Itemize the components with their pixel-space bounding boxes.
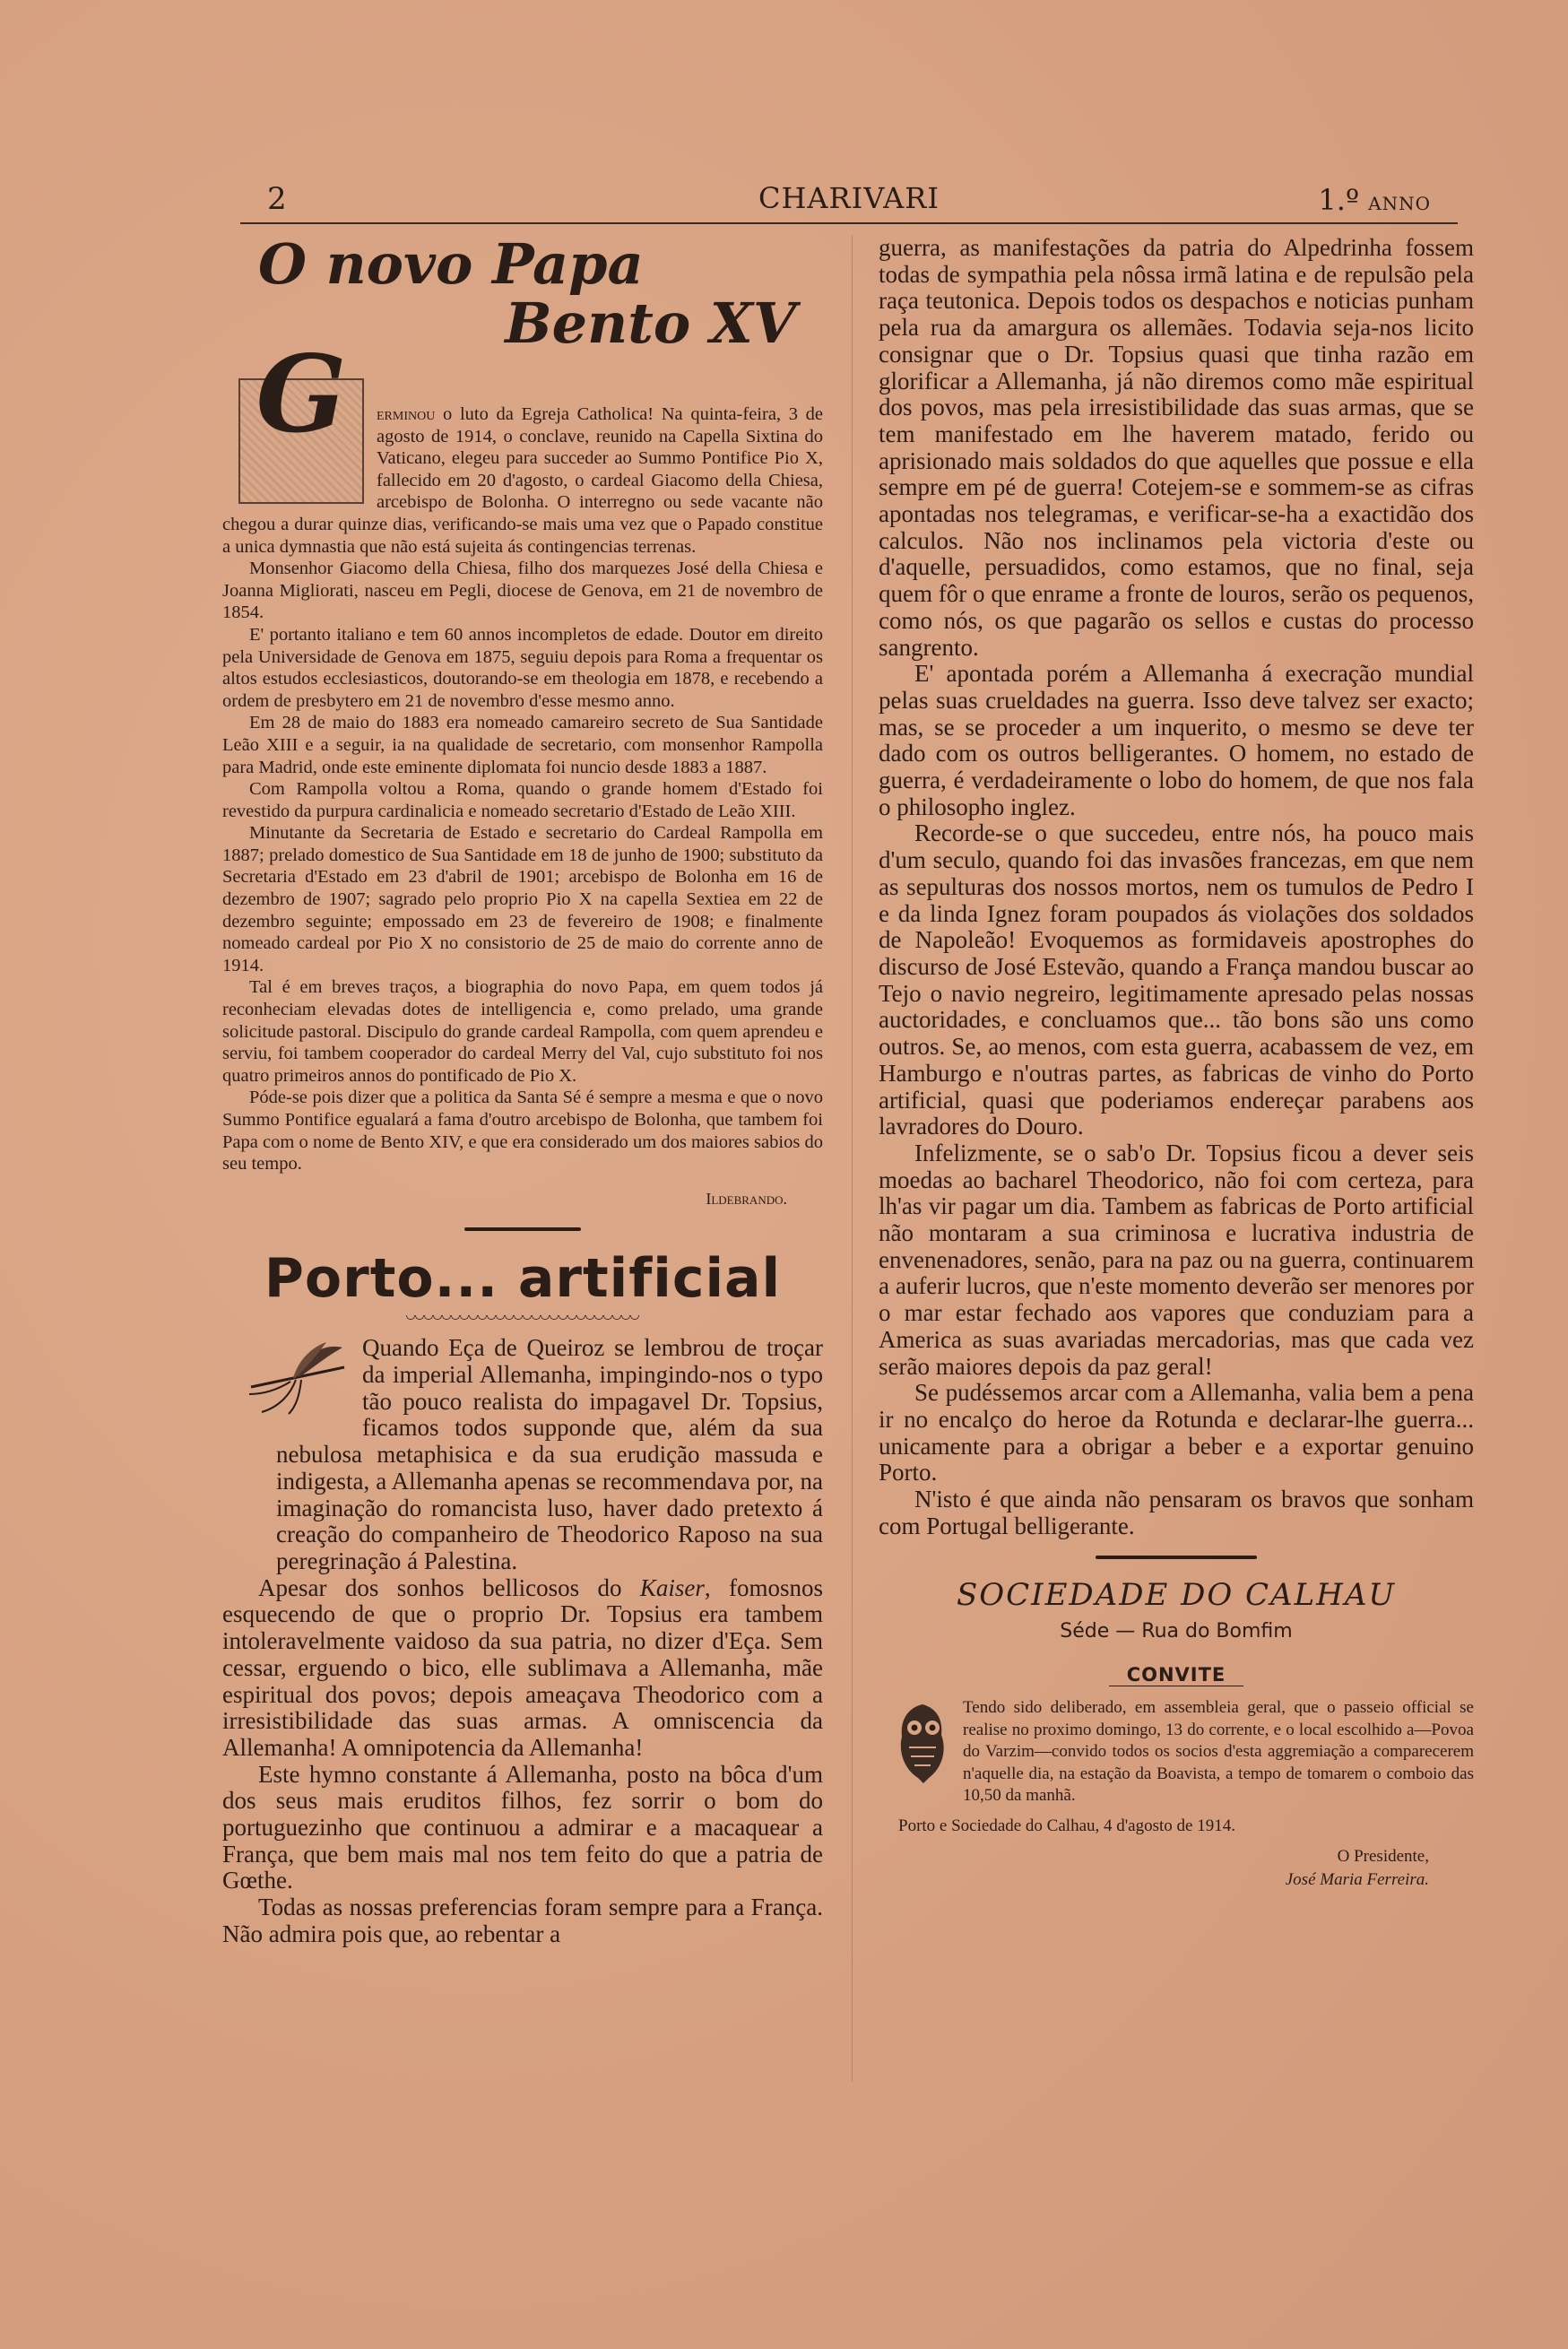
masthead-title: CHARIVARI	[758, 181, 940, 215]
year-label	[1318, 183, 1431, 217]
left-column	[222, 231, 823, 1948]
convite-date: Porto e Sociedade do Calhau, 4 d'agosto de 1914.	[898, 1816, 1235, 1835]
convite-text: Tendo sido deliberado, em assembleia geral, que o passeio official se realise no proximo domingo, 13 do corrente, e o local escolhido a—Povoa do Varzim—convido todos os socios d'esta aggremiação a comparecerem n'aquelle dia, na estação da Boavista, a tempo de tomarem o comboio das 10,50 da manhã.	[963, 1698, 1474, 1806]
page-number: 2	[267, 181, 287, 217]
papa-paragraph-2: Monsenhor Giacomo della Chiesa, filho dos marquezes José della Chiesa e Joanna Migliorati, nasceu em Pegli, diocese de Genova, em 21 de novembro de 1854.	[222, 559, 823, 623]
dropcap-letter: G	[256, 332, 347, 456]
porto-paragraph-2	[222, 1575, 823, 1762]
society-name: SOCIEDADE DO CALHAU	[956, 1577, 1397, 1614]
section-rule-right	[1096, 1556, 1257, 1559]
column-divider	[852, 235, 853, 2082]
convite-signature	[879, 1845, 1474, 1892]
porto-title: Porto... artificial	[264, 1247, 782, 1311]
convite-heading: CONVITE	[1126, 1664, 1226, 1686]
year-number: 1.º	[1318, 183, 1359, 217]
porto-paragraph-3: Este hymno constante á Allemanha, posto na bôca d'um dos seus mais eruditos filhos, fez sorrir o bom do portuguezinho que continuou a admirar e a macaquear a França, que bem mais mal nos tem feito do que a patria de Gœthe.	[222, 1760, 823, 1894]
porto-paragraph-4: Todas as nossas preferencias foram sempre para a França. Não admira pois que, ao rebentar a	[222, 1894, 823, 1947]
papa-paragraph-3: E' portanto italiano e tem 60 annos incompletos de edade. Doutor em direito pela Universidade de Genova em 1875, seguiu depois para Roma a frequentar os altos estudos ecclesiasticos, doutorando-se em theologia em 1878, e recebendo a ordem de presbytero em 21 de novembro d'esse mesmo anno.	[222, 624, 823, 711]
president-label: O Presidente,	[1337, 1846, 1429, 1866]
page-header	[240, 179, 1458, 224]
papa-article	[222, 332, 823, 1209]
convite-notice	[879, 1697, 1474, 1807]
papa-title-line1: O novo Papa	[258, 231, 644, 297]
porto-article-left	[222, 1335, 823, 1947]
porto-right-paragraph-6: N'isto é que ainda não pensaram os bravos que sonham com Portugal belligerante.	[879, 1486, 1474, 1539]
papa-title-line2: Bento XV	[505, 290, 796, 356]
papa-paragraph-5: Com Rampolla voltou a Roma, quando o grande homem d'Estado foi revestido da purpura cardinalicia e nomeado secretario d'Estado de Leão XIII.	[222, 779, 823, 821]
society-address: Séde — Rua do Bomfim	[1060, 1620, 1293, 1643]
porto-right-paragraph-1: guerra, as manifestações da patria do Alpedrinha fossem todas de sympathia pela nôssa irmã latina e de repulsão pela raça teutonica. Depois todos os despachos e noticias punham pela rua da amargura os allemães. Todavia seja-nos licito consignar que o Dr. Topsius quasi que tinha razão em glorificar a Allemanha, já não diremos como mãe espiritual dos povos, mas pela irresistibilidade das suas armas, que se tem manifestado em lhe haverem matado, ferido ou aprisionado mais soldados do que aquelles que possue e ella sempre em pé de guerra! Cotejem-se e sommem-se as cifras apontadas nos telegramas, e verificar-se-ha a exactidão dos calculos. Não nos inclinamos pela victoria d'este ou d'aquelle, persuadidos, como estamos, que no final, seja quem fôr o que enrame a fronte de louros, serão os pequenos, como nós, os que pagarão os sellos e custas do processo sangrento.	[879, 234, 1474, 661]
right-column	[879, 235, 1474, 1892]
dropcap-ornament	[238, 332, 364, 504]
porto-article-right	[879, 235, 1474, 1539]
papa-paragraph-8: Póde-se pois dizer que a politica da Santa Sé é sempre a mesma e que o novo Summo Pontifice egualará a fama d'outro arcebispo de Bolonha, que tambem foi Papa com o nome de Bento XIV, e que era considerado um dos maiores sabios do seu tempo.	[222, 1088, 823, 1174]
president-name: José Maria Ferreira.	[1285, 1869, 1429, 1889]
porto-right-paragraph-2: E' apontada porém a Allemanha á execração mundial pelas suas crueldades na guerra. Isso deve talvez ser exacto; mas, se se proceder a um inquerito, o mesmo se deve ter dado com os outros belligerantes. O homem, no estado de guerra, é verdadeiramente o lobo do homem, de que nos fala o philosopho inglez.	[879, 660, 1474, 820]
porto-right-paragraph-5: Se pudéssemos arcar com a Allemanha, valia bem a pena ir no encalço do heroe da Rotunda e declarar-lhe guerra... unicamente para a obrigar a beber e a exportar genuino Porto.	[879, 1379, 1474, 1487]
wavy-ornament	[406, 1315, 639, 1324]
owl-icon	[891, 1701, 954, 1787]
papa-p1-text: o luto da Egreja Catholica! Na quinta-feira, 3 de agosto de 1914, o conclave, reunido na Capella Sixtina do Vaticano, elegeu para succeder ao Summo Pontifice Pio X, fallecido em 20 d'agosto, o cardeal Giacomo della Chiesa, arcebispo de Bolonha. O interregno ou sede vacante não chegou a durar quinze dias, verificando-se mais uma vez que o Papado constitue a unica dymnastia que não está sujeita ás contingencias terrenas.	[222, 404, 823, 557]
mosquito-icon	[244, 1340, 351, 1416]
papa-signature: Ildebrando.	[706, 1189, 787, 1208]
porto-p2-end: , fomosnos esquecendo de que o proprio Dr. Topsius era tambem intoleravelmente vaidoso da sua patria, no dizer d'Eça. Sem cessar, erguendo o bico, elle sublimava a Allemanha, mãe espiritual dos povos; depois ameaçava Theodorico com a irresistibilidade das suas armas. A omniscencia da Allemanha! A omnipotencia da Allemanha!	[222, 1573, 823, 1761]
kaiser-word: Kaiser	[639, 1573, 705, 1601]
papa-lead-word: erminou	[377, 404, 436, 424]
porto-right-paragraph-4: Infelizmente, se o sab'o Dr. Topsius ficou a dever seis moedas ao bacharel Theodorico, não foi com certeza, para lh'as vir pagar um dia. Tambem as fabricas de Porto artificial não montaram a sua criminosa e lucrativa industria de envenenadores, senão, para na paz ou na guerra, continuarem a auferir lucros, que n'este momento deverão ser menores por o mar estar fechado aos vapores que conduziam para a America as suas avariadas mercadorias, mas que cada vez serão maiores depois da paz geral!	[879, 1139, 1474, 1380]
year-word: ANNO	[1368, 193, 1431, 214]
porto-paragraph-1: Quando Eça de Queiroz se lembrou de troçar da imperial Allemanha, impingindo-nos o typo tão pouco realista do impagavel Dr. Topsius, ficamos todos supponde que, além da sua nebulosa metaphisica e da sua erudição massuda e indigesta, a Allemanha apenas se recommendava por, na imaginação do romancista luso, haver dado pretexto á creação do companheiro de Theodorico Raposo na sua peregrinação á Palestina.	[276, 1334, 823, 1574]
porto-right-paragraph-3: Recorde-se o que succedeu, entre nós, ha pouco mais d'um seculo, quando foi das invasões francezas, em que nem as sepulturas dos nossos mortos, nem os tumulos de Pedro I e da linda Ignez foram poupados ás violações dos soldados de Napoleão! Evoquemos as formidaveis apostrophes do discurso de José Estevão, quando a França mandou buscar ao Tejo o navio negreiro, legitimamente apresado pelas nossas auctoridades, e concluamos que... tão bons são uns como outros. Se, ao menos, com esta guerra, acabassem de vez, em Hamburgo e n'outras partes, as fabricas de vinho do Porto artificial, quasi que poderiamos endereçar parabens aos lavradores do Douro.	[879, 819, 1474, 1140]
papa-paragraph-6: Minutante da Secretaria de Estado e secretario do Cardeal Rampolla em 1887; prelado domestico de Sua Santidade em 18 de junho de 1900; substituto da Secretaria d'Estado em 23 d'abril de 1901; arcebispo de Bolonha em 16 de dezembro de 1907; sagrado pelo proprio Pio X na capella Sextiea em 22 de dezembro seguinte; empossado em 23 de fevereiro de 1908; e finalmente nomeado cardeal por Pio X no consistorio de 25 de maio do corrente anno de 1914.	[222, 823, 823, 975]
section-rule	[464, 1227, 581, 1231]
papa-paragraph-4: Em 28 de maio do 1883 era nomeado camareiro secreto de Sua Santidade Leão XIII e a seguir, ia na qualidade de secretario, com monsenhor Rampolla para Madrid, onde este eminente diplomata foi nuncio desde 1883 a 1887.	[222, 713, 823, 777]
papa-paragraph-7: Tal é em breves traços, a biographia do novo Papa, em quem todos já reconheciam elevadas dotes de intelligencia e, como prelado, uma grande solicitude pastoral. Discipulo do grande cardeal Rampolla, com quem aprendeu e serviu, foi tambem cooperador do cardeal Merry del Val, cujo substituto foi nos quatro primeiros annos do pontificado de Pio X.	[222, 977, 823, 1086]
porto-p2-start: Apesar dos sonhos bellicosos do	[258, 1573, 640, 1601]
